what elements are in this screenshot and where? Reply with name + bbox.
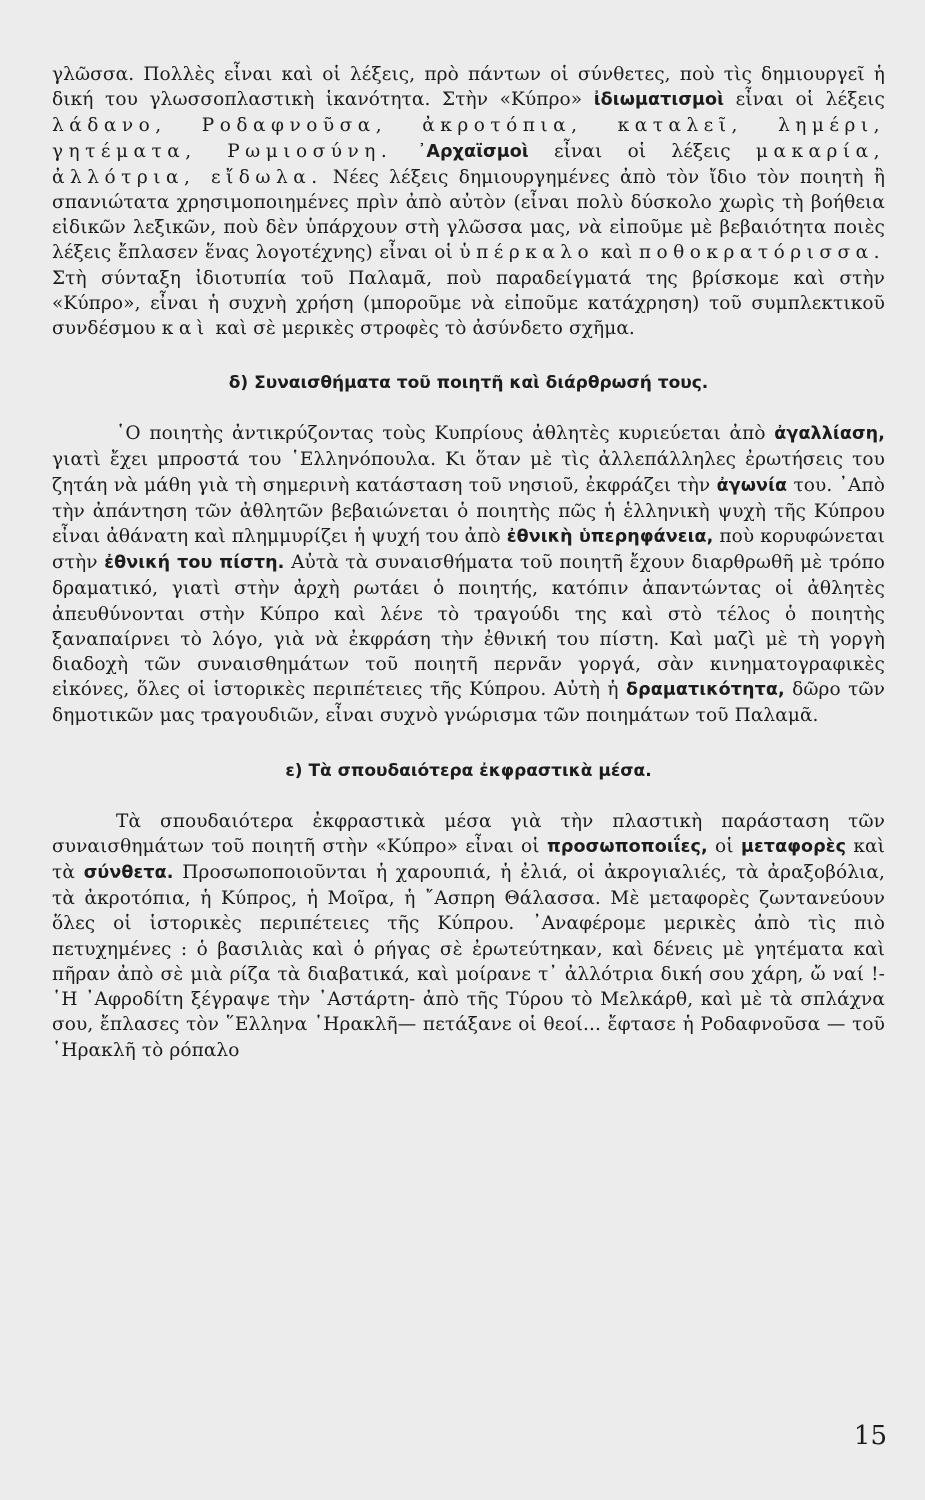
spaced-words: ποθοκρατόρισσα. <box>638 242 885 264</box>
bold-term: προσωποποιΐες, <box>546 836 708 857</box>
bold-term: δραματικότητα, <box>625 680 785 701</box>
text-run: ῾Ο ποιητὴς ἀντικρύζοντας τοὺς Κυπρίους ἀθλητὲς κυριεύεται ἀπὸ <box>116 423 775 445</box>
spaced-words: μακαρία, ἀλλότρια, εἴδωλα. <box>52 140 885 188</box>
spaced-words: ὑπέρκαλο <box>459 242 595 264</box>
section-heading-epsilon: ε) Τὰ σπουδαιότερα ἐκφραστικὰ μέσα. <box>285 760 652 781</box>
text-run: καὶ σὲ μερικὲς στροφὲς τὸ ἀσύνδετο σχῆμα. <box>209 318 635 340</box>
bold-term: ᾿Αρχαϊσμοὶ <box>417 141 529 162</box>
text-run: οἱ <box>707 835 741 857</box>
bold-term: μεταφορὲς <box>740 836 847 857</box>
section-heading-delta: δ) Συναισθήματα τοῦ ποιητῆ καὶ διάρθρωσή τους. <box>228 373 709 394</box>
bold-term: ἀγωνία <box>716 475 788 496</box>
text-run: γλῶσσα. Πολλὲς εἶναι καὶ οἱ λέξεις, πρὸ πάντων οἱ σύνθετες, ποὺ τὶς δημιουργεῖ ἡ δική του γλωσσοπλαστικὴ ἱκανότητα. Στὴν «Κύπρο» <box>52 64 885 111</box>
text-run: γιατὶ ἔχει μπροστά του ῾Ελληνόπουλα. Κι ὅταν μὲ τὶς ἀλλεπάλληλες ἐρωτήσεις του ζητάη νὰ μάθη γιὰ τὴ σημερινὴ κατάσταση τοῦ νησιοῦ, ἐκφράζει τὴν <box>52 449 885 496</box>
text-run: Αὐτὰ τὰ συναισθήματα τοῦ ποιητῆ ἔχουν διαρθρωθῆ μὲ τρόπο δραματικό, γιατὶ στὴν ἀρχὴ ρωτάει ὁ ποιητής, κατόπιν ἀπαντώντας οἱ ἀθλητὲς ἀπευθύνονται στὴν Κύπρο καὶ λένε τὸ τραγούδι της καὶ στὸ τέλος ὁ ποιητὴς ξαναπαίρνει τὸ λόγο, γιὰ νὰ ἐκφράση τὴν ἐθνική του πίστη. Καὶ μαζὶ μὲ τὴ γοργὴ διαδοχὴ τῶν συναισθημάτων τοῦ ποιητῆ περνᾶν γοργά, σὰν κινηματογραφικὲς εἰκόνες, ὅλες οἱ ἱστορικὲς περιπέτειες τῆς Κύπρου. Αὐτὴ ἡ <box>52 552 885 701</box>
bold-term: ἐθνικὴ ὑπερηφάνεια, <box>506 527 714 548</box>
text-run <box>392 141 417 162</box>
page-number: 15 <box>853 1421 887 1451</box>
text-run: εἶναι οἱ λέξεις <box>528 140 756 162</box>
bold-term: ἀγαλλίαση, <box>774 424 885 445</box>
bold-term: ἐθνική του πίστη. <box>104 553 285 574</box>
paragraph-language-notes <box>52 62 885 341</box>
paragraph-emotions <box>52 421 885 728</box>
text-run: ποὺ κορυφώνεται στὴν <box>52 526 886 574</box>
paragraph-expressive-means <box>52 809 885 1063</box>
text-run: καὶ τὰ <box>52 835 885 884</box>
text-run: Τὰ σπουδαιότερα ἐκφραστικὰ μέσα γιὰ τὴν πλαστικὴ παράσταση τῶν συναισθημάτων τοῦ ποιητῆ στὴν «Κύπρο» εἶναι οἱ <box>52 810 885 857</box>
spaced-words: λάδανο, Ροδαφνοῦσα, ἀκροτόπια, καταλεῖ, λημέρι, γητέματα, Ρωμιοσύνη. <box>52 115 885 162</box>
text-run: Στὴ σύνταξη ἰδιοτυπία τοῦ Παλαμᾶ, ποὺ παραδείγματά της βρίσκομε καὶ στὴν «Κύπρο», εἶναι ἡ συχνὴ χρήση (μποροῦμε νὰ εἰποῦμε κατάχρηση) τοῦ συμπλεκτικοῦ συνδέσμου <box>52 267 885 340</box>
text-run: δῶρο τῶν δημοτικῶν μας τραγουδιῶν, εἶναι συχνὸ γνώρισμα τῶν ποιημάτων τοῦ Παλαμᾶ. <box>52 679 885 727</box>
text-run: Νέες λέξεις δημιουργημένες ἀπὸ τὸν ἴδιο τὸν ποιητὴ ἢ σπανιώτατα χρησιμοποιημένες πρὶν ἀπὸ αὐτὸν (εἶναι πολὺ δύσκολο χωρὶς τὴ βοήθεια εἰδικῶν λεξικῶν, ποὺ δὲν ὑπάρχουν στὴ γλῶσσα μας, νὰ εἰποῦμε μὲ βεβαιότητα ποιὲς λέξεις ἔπλασεν ἕνας λογοτέχνης) εἶναι οἱ <box>52 166 886 264</box>
text-run: Προσωποποιοῦνται ἡ χαρουπιά, ἡ ἐλιά, οἱ ἀκρογιαλιές, τὰ ἀραξοβόλια, τὰ ἀκροτόπια, ἡ Κύπρος, ἡ Μοῖρα, ἡ ῎Ασπρη Θάλασσα. Μὲ μεταφορὲς ζωντανεύουν ὅλες οἱ ἱστορικὲς περιπέτειες τῆς Κύπρου. ᾿Αναφέρομε μερικὲς ἀπὸ τὶς πιὸ πετυχημένες : ὁ βασιλιὰς καὶ ὁ ρήγας σὲ ἐρωτεύτηκαν, καὶ δένεις μὲ γητέματα καὶ πῆραν ἀπὸ σὲ μιὰ ρίζα τὰ διαβατικά, καὶ μοίρανε τ᾿ ἀλλότρια δική σου χάρη, ὤ ναί !- ῾Η ᾿Αφροδίτη ξέγραψε τὴν ᾿Αστάρτη- ἀπὸ τῆς Τύρου τὸ Μελκάρθ, καὶ μὲ τὰ σπλάχνα σου, ἔπλασες τὸν ῞Ελληνα ῾Ηρακλῆ— πετάξανε οἱ θεοί... ἔφτασε ἡ Ροδαφνοῦσα — τοῦ ῾Ηρακλῆ τὸ ρόπαλο <box>52 862 885 1061</box>
bold-term: ἰδιωματισμοὶ <box>593 90 725 111</box>
spaced-words: καὶ <box>161 318 210 340</box>
text-run: του. ᾿Απὸ τὴν ἀπάντηση τῶν ἀθλητῶν βεβαιώνεται ὁ ποιητὴς πῶς ἡ ἑλληνικὴ ψυχὴ τῆς Κύπρου εἶναι ἀθάνατη καὶ πλημμυρίζει ἡ ψυχή του ἀπὸ <box>52 474 885 548</box>
text-run: εἶναι οἱ λέξεις <box>724 89 885 111</box>
text-run: καὶ <box>594 242 639 264</box>
bold-term: σύνθετα. <box>83 863 174 884</box>
